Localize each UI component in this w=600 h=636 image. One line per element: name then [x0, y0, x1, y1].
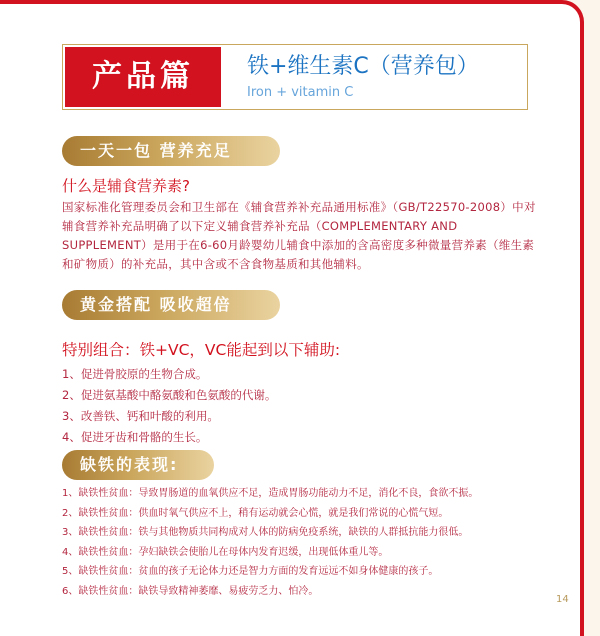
item-number: 1、 [62, 367, 81, 381]
item-number: 3、 [62, 527, 79, 539]
list-item [62, 562, 478, 582]
product-subtitle: Iron + vitamin C [247, 85, 354, 100]
product-title: 铁+维生素C（营养包） [247, 54, 479, 79]
item-number: 1、 [62, 488, 79, 499]
item-text: 缺铁性贫血：缺铁导致精神萎靡、易疲劳乏力、怕冷。 [78, 585, 319, 597]
item-text: 缺铁性贫血：孕妇缺铁会使胎儿在母体内发育迟缓，出现低体重儿等。 [78, 546, 389, 558]
banner-daily-pack: 一天一包 营养充足 [62, 136, 280, 166]
item-number: 5、 [62, 566, 79, 578]
item-text: 促进氨基酸中酪氨酸和色氨酸的代谢。 [80, 388, 277, 402]
item-number: 6、 [62, 585, 79, 597]
list-item [62, 385, 276, 406]
item-text: 改善铁、钙和叶酸的利用。 [80, 409, 219, 423]
definition-paragraph: 国家标准化管理委员会和卫生部在《辅食营养补充品通用标准》（GB/T22570-2008）中对辅食营养补充品明确了以下定义辅食营养补充品（COMPLEMENTARY AND SUPPLEMENT）是用于在6-60月龄婴幼儿辅食中添加的含高密度多种微量营养素（维生素和矿物质）的补充品，其中含或不含食物基质和其他辅料。 [62, 200, 536, 271]
item-number: 4、 [62, 430, 81, 444]
list-item [62, 523, 478, 543]
list-item [62, 484, 478, 504]
item-number: 2、 [62, 507, 79, 519]
list-item [62, 543, 478, 563]
banner-iron-deficiency: 缺铁的表现: [62, 450, 214, 480]
item-number: 3、 [62, 409, 81, 423]
page-number: 14 [556, 594, 569, 605]
item-number: 4、 [62, 546, 79, 558]
item-text: 促进牙齿和骨骼的生长。 [80, 430, 208, 444]
iron-deficiency-list [62, 484, 478, 602]
list-item [62, 364, 276, 385]
item-text: 缺铁性贫血：铁与其他物质共同构成对人体的防病免疫系统，缺铁的人群抵抗能力很低。 [78, 527, 469, 539]
vc-benefits-list [62, 364, 276, 448]
heading-special-combo: 特别组合：铁+VC，VC能起到以下辅助: [62, 341, 341, 359]
section-label: 产品篇 [65, 47, 221, 107]
item-number: 2、 [62, 388, 81, 402]
heading-what-is-supplement: 什么是辅食营养素? [62, 177, 190, 195]
list-item [62, 504, 478, 524]
banner-golden-combo: 黄金搭配 吸收超倍 [62, 290, 280, 320]
list-item [62, 406, 276, 427]
item-text: 缺铁性贫血：贫血的孩子无论体力还是智力方面的发育远远不如身体健康的孩子。 [78, 566, 439, 578]
product-header [62, 44, 528, 110]
list-item [62, 427, 276, 448]
item-text: 缺铁性贫血：导致胃肠道的血氧供应不足，造成胃肠功能动力不足，消化不良，食欲不振。 [78, 488, 479, 499]
item-text: 缺铁性贫血：供血时氧气供应不上，稍有运动就会心慌，就是我们常说的心慌气短。 [78, 507, 449, 519]
item-text: 促进骨胶原的生物合成。 [80, 367, 208, 381]
list-item [62, 582, 478, 602]
